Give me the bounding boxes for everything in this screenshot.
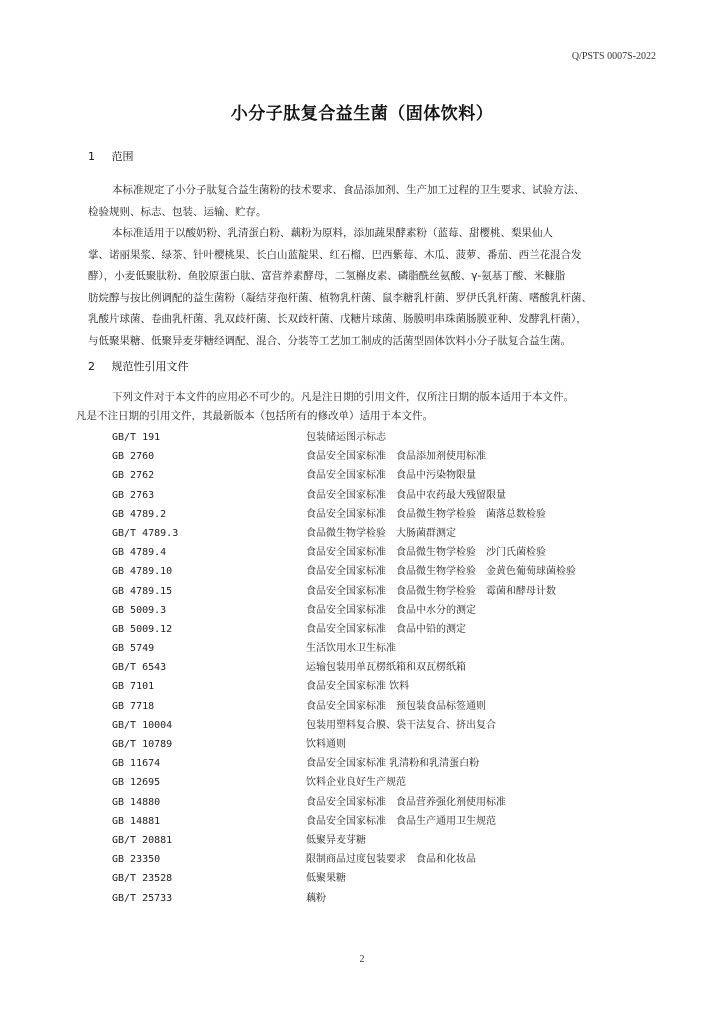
reference-title: 包装储运图示标志 xyxy=(306,432,386,443)
reference-code: GB 7718 xyxy=(112,700,155,712)
reference-title: 食品安全国家标准 饮料 xyxy=(306,681,410,693)
section-1-title: 范围 xyxy=(111,150,134,163)
reference-row xyxy=(88,697,668,716)
reference-title: 藕粉 xyxy=(306,892,326,904)
reference-row xyxy=(88,716,668,735)
paragraph-line: 本标准适用于以酸奶粉、乳清蛋白粉、藕粉为原料，添加蔬果酵素粉（蓝莓、甜樱桃、梨果仙人 xyxy=(112,227,553,239)
reference-title: 包装用塑料复合膜、袋干法复合、挤出复合 xyxy=(306,719,496,731)
reference-row xyxy=(88,428,668,447)
section-2-heading xyxy=(88,358,189,374)
reference-title: 饮料企业良好生产规范 xyxy=(306,777,406,789)
paragraph-line: 酵），小麦低聚肽粉、鱼胶原蛋白肽、富营养素酵母，二氢槲皮素、磷脂酰丝氨酸、γ-氨基丁酸、米糠脂 xyxy=(88,270,566,282)
reference-title: 食品微生物学检验 大肠菌群测定 xyxy=(306,527,456,539)
reference-row xyxy=(88,582,668,601)
reference-title: 限制商品过度包装要求 食品和化妆品 xyxy=(306,854,476,866)
reference-title: 食品安全国家标准 食品中农药最大残留限量 xyxy=(306,489,506,501)
reference-title: 食品安全国家标准 食品微生物学检验 金黄色葡萄球菌检验 xyxy=(306,566,576,578)
reference-list xyxy=(88,428,668,908)
reference-title: 运输包装用单瓦楞纸箱和双瓦楞纸箱 xyxy=(306,662,466,674)
reference-row xyxy=(88,486,668,505)
reference-row xyxy=(88,658,668,677)
reference-title: 生活饮用水卫生标准 xyxy=(306,643,396,655)
reference-title: 食品安全国家标准 食品营养强化剂使用标准 xyxy=(306,796,506,808)
reference-row xyxy=(88,812,668,831)
reference-code: GB 5009.12 xyxy=(112,623,173,635)
reference-code: GB 2762 xyxy=(112,470,155,482)
reference-title: 食品安全国家标准 食品微生物学检验 沙门氏菌检验 xyxy=(306,547,546,559)
section-1-body xyxy=(88,180,658,352)
page-title: 小分子肽复合益生菌（固体饮料） xyxy=(230,104,494,124)
reference-row xyxy=(88,773,668,792)
reference-code: GB 5009.3 xyxy=(112,604,167,616)
reference-row xyxy=(88,466,668,485)
reference-row xyxy=(88,620,668,639)
reference-code: GB/T 4789.3 xyxy=(112,527,179,539)
reference-code: GB 4789.2 xyxy=(112,508,167,520)
reference-code: GB 4789.10 xyxy=(112,566,173,578)
reference-title: 食品安全国家标准 食品添加剂使用标准 xyxy=(306,451,486,463)
reference-row xyxy=(88,505,668,524)
section-1-heading xyxy=(88,148,134,164)
reference-row xyxy=(88,850,668,869)
paragraph-line: 肪烷醇与按比例调配的益生菌粉（凝结芽孢杆菌、植物乳杆菌、鼠李糖乳杆菌、罗伊氏乳杆菌、嗜酸乳杆菌、 xyxy=(88,291,592,304)
reference-title: 低聚异麦芽糖 xyxy=(306,834,366,846)
reference-title: 食品安全国家标准 乳清粉和乳清蛋白粉 xyxy=(306,758,480,770)
reference-row xyxy=(88,447,668,466)
reference-row xyxy=(88,562,668,581)
reference-code: GB/T 6543 xyxy=(112,662,167,674)
reference-code: GB 14880 xyxy=(112,796,161,808)
reference-row xyxy=(88,639,668,658)
reference-code: GB 23350 xyxy=(112,854,161,866)
section-2-title: 规范性引用文件 xyxy=(111,360,189,373)
section-2-number: 2 xyxy=(88,360,95,373)
reference-code: GB 5749 xyxy=(112,643,155,655)
reference-row xyxy=(88,735,668,754)
reference-row xyxy=(88,677,668,696)
paragraph-line: 与低聚果糖、低聚异麦芽糖经调配、混合、分装等工艺加工制成的活菌型固体饮料小分子肽复合益生菌。 xyxy=(88,334,571,347)
reference-title: 饮料通则 xyxy=(306,739,346,750)
reference-code: GB 4789.4 xyxy=(112,547,167,559)
reference-code: GB/T 20881 xyxy=(112,834,173,846)
reference-row xyxy=(88,869,668,888)
reference-row xyxy=(88,754,668,773)
reference-row xyxy=(88,889,668,908)
reference-code: GB 2760 xyxy=(112,451,155,463)
paragraph-line: 检验规则、标志、包装、运输、贮存。 xyxy=(88,205,267,218)
reference-row xyxy=(88,831,668,850)
reference-row xyxy=(88,543,668,562)
section-2-intro xyxy=(76,388,658,426)
reference-code: GB 7101 xyxy=(112,681,155,693)
reference-code: GB/T 23528 xyxy=(112,873,173,885)
reference-title: 食品安全国家标准 食品微生物学检验 菌落总数检验 xyxy=(306,508,546,520)
section-1-number: 1 xyxy=(88,150,95,163)
reference-code: GB/T 25733 xyxy=(112,892,173,904)
reference-title: 低聚果糖 xyxy=(306,873,346,885)
page-number: 2 xyxy=(359,954,365,965)
paragraph-line: 下列文件对于本文件的应用必不可少的。凡是注日期的引用文件，仅所注日期的版本适用于本文件。 xyxy=(112,391,574,403)
paragraph-line: 凡是不注日期的引用文件，其最新版本（包括所有的修改单）适用于本文件。 xyxy=(76,410,433,422)
reference-title: 食品安全国家标准 食品中铅的测定 xyxy=(306,623,466,635)
reference-row xyxy=(88,793,668,812)
reference-title: 食品安全国家标准 食品中水分的测定 xyxy=(306,604,476,616)
reference-code: GB 12695 xyxy=(112,777,161,789)
reference-title: 食品安全国家标准 预包装食品标签通则 xyxy=(306,700,486,712)
reference-code: GB/T 191 xyxy=(112,432,161,443)
reference-code: GB 11674 xyxy=(112,758,161,770)
reference-title: 食品安全国家标准 食品中污染物限量 xyxy=(306,470,476,482)
document-code: Q/PSTS 0007S-2022 xyxy=(571,51,656,62)
reference-code: GB 4789.15 xyxy=(112,585,173,597)
paragraph-line: 本标准规定了小分子肽复合益生菌粉的技术要求、食品添加剂、生产加工过程的卫生要求、试验方法、 xyxy=(112,184,585,196)
reference-title: 食品安全国家标准 食品微生物学检验 霉菌和酵母计数 xyxy=(306,585,556,597)
reference-code: GB 2763 xyxy=(112,489,155,501)
reference-code: GB 14881 xyxy=(112,815,161,827)
reference-code: GB/T 10004 xyxy=(112,719,173,731)
reference-title: 食品安全国家标准 食品生产通用卫生规范 xyxy=(306,815,496,827)
paragraph-line: 乳酸片球菌、卷曲乳杆菌、乳双歧杆菌、长双歧杆菌、戊糖片球菌、肠膜明串珠菌肠膜亚种、发酵乳杆菌）， xyxy=(88,313,587,325)
reference-row xyxy=(88,601,668,620)
reference-code: GB/T 10789 xyxy=(112,739,173,750)
paragraph-line: 掌、诺丽果浆、绿茶、针叶樱桃果、长白山蓝靛果、红石榴、巴西紫莓、木瓜、菠萝、番茄、西兰花混合发 xyxy=(88,248,582,261)
reference-row xyxy=(88,524,668,543)
